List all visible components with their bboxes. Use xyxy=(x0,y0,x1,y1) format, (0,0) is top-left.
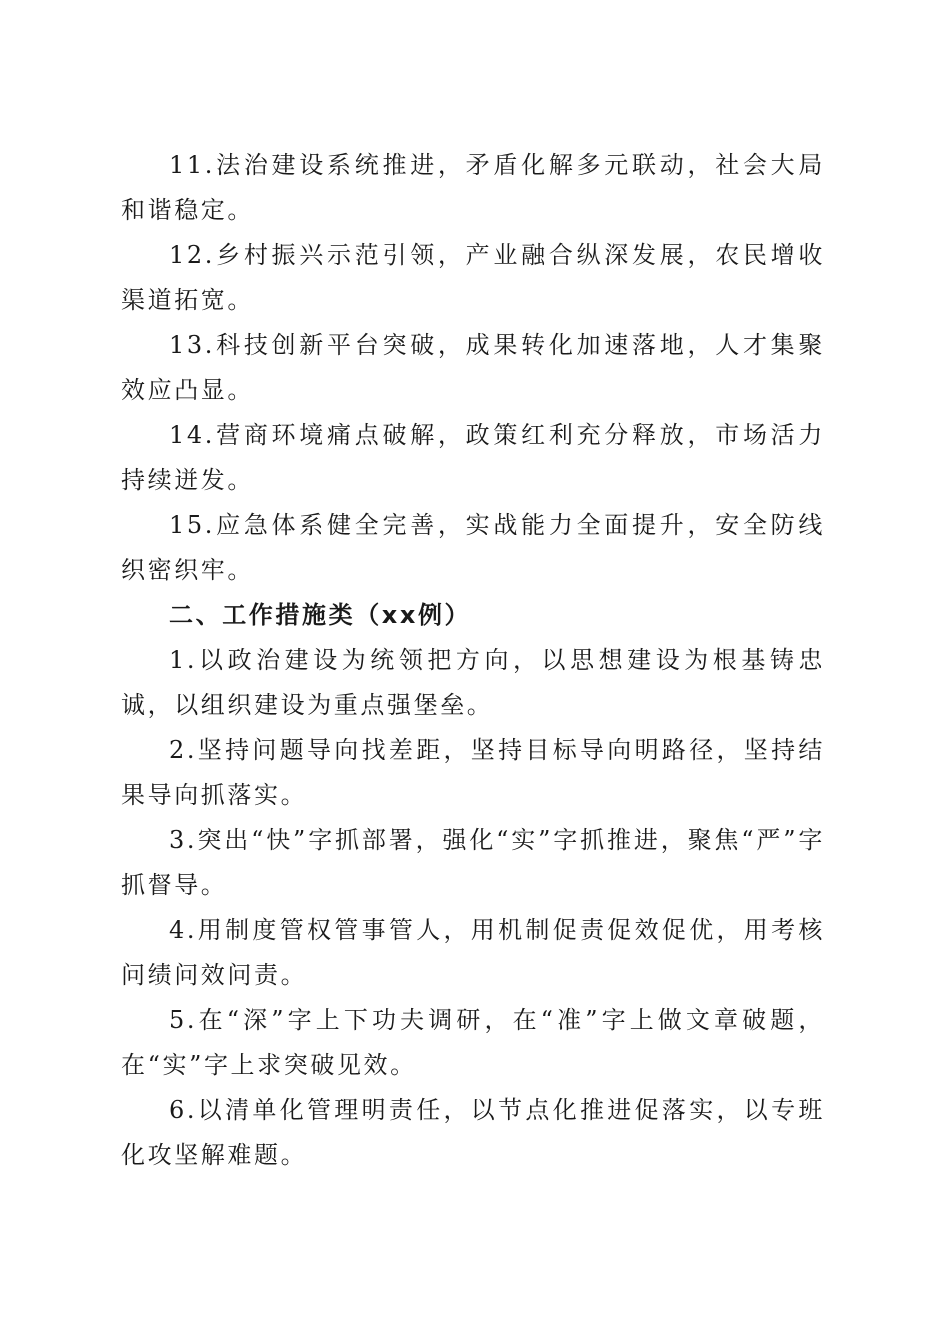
list-item xyxy=(121,998,825,1088)
item-text: 在“深”字上下功夫调研，在“准”字上做文章破题，在“实”字上求突破见效。 xyxy=(121,1006,825,1079)
list-item xyxy=(121,638,825,728)
item-text: 应急体系健全完善，实战能力全面提升，安全防线织密织牢。 xyxy=(121,511,825,584)
list-item xyxy=(121,503,825,593)
list-item xyxy=(121,413,825,503)
item-text: 坚持问题导向找差距，坚持目标导向明路径，坚持结果导向抓落实。 xyxy=(121,736,825,809)
item-number: 12. xyxy=(169,241,215,269)
item-text: 以政治建设为统领把方向，以思想建设为根基铸忠诚，以组织建设为重点强堡垒。 xyxy=(121,646,825,719)
item-number: 2. xyxy=(169,736,198,764)
item-number: 11. xyxy=(169,151,215,179)
item-number: 6. xyxy=(169,1096,198,1124)
list-item xyxy=(121,728,825,818)
item-number: 1. xyxy=(169,646,198,674)
item-number: 14. xyxy=(169,421,215,449)
item-text: 法治建设系统推进，矛盾化解多元联动，社会大局和谐稳定。 xyxy=(121,151,825,224)
item-number: 5. xyxy=(169,1006,198,1034)
item-text: 乡村振兴示范引领，产业融合纵深发展，农民增收渠道拓宽。 xyxy=(121,241,825,314)
item-text: 营商环境痛点破解，政策红利充分释放，市场活力持续迸发。 xyxy=(121,421,825,494)
item-number: 13. xyxy=(169,331,215,359)
item-number: 15. xyxy=(169,511,215,539)
section-heading: 二、工作措施类（xx例） xyxy=(169,601,472,629)
item-number: 3. xyxy=(169,826,198,854)
list-item xyxy=(121,323,825,413)
list-item xyxy=(121,233,825,323)
item-text: 突出“快”字抓部署，强化“实”字抓推进，聚焦“严”字抓督导。 xyxy=(121,826,825,899)
item-text: 以清单化管理明责任，以节点化推进促落实，以专班化攻坚解难题。 xyxy=(121,1096,825,1169)
item-number: 4. xyxy=(169,916,198,944)
document-body xyxy=(121,143,825,1178)
list-item xyxy=(121,1088,825,1178)
item-text: 科技创新平台突破，成果转化加速落地，人才集聚效应凸显。 xyxy=(121,331,825,404)
list-item xyxy=(121,818,825,908)
list-item xyxy=(121,143,825,233)
list-item xyxy=(121,908,825,998)
item-text: 用制度管权管事管人，用机制促责促效促优，用考核问绩问效问责。 xyxy=(121,916,825,989)
